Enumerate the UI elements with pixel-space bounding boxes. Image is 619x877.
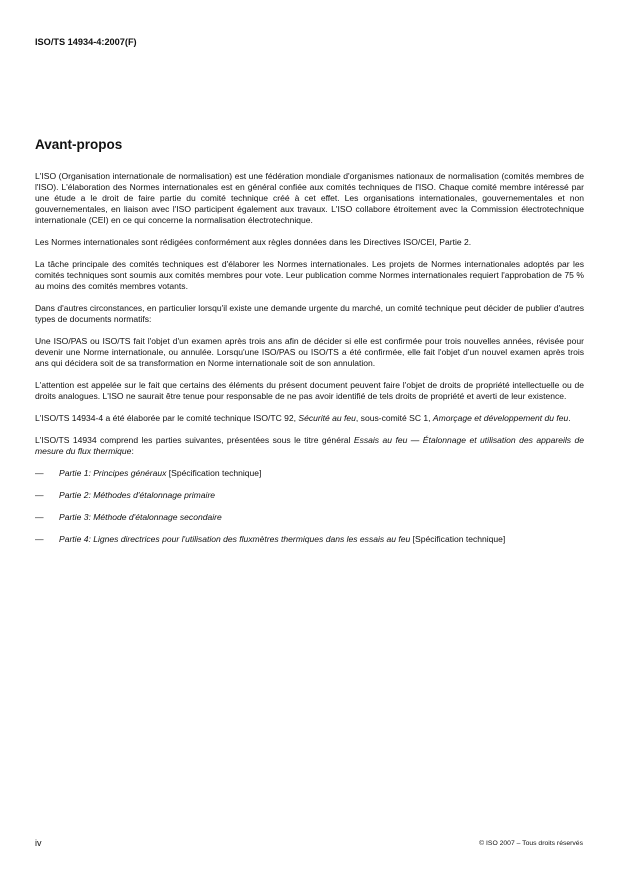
part-suffix: [Spécification technique] [410, 534, 506, 544]
dash: — [35, 468, 44, 478]
paragraph: Une ISO/PAS ou ISO/TS fait l'objet d'un examen après trois ans afin de décider si elle est confirmée pour trois nouvelles années, révisée pour devenir une Norme internationale, ou annulée. Lorsqu'une ISO/PAS ou ISO/TS a été confirmée, elle fait l'objet d'un nouvel examen après trois ans qui décidera soit de sa transformation en Norme internationale soit de son annulation. [35, 336, 584, 368]
foreword-body [35, 171, 584, 556]
general-title: Essais au feu — Étalonnage et utilisation des appareils de mesure du flux thermique [35, 435, 584, 456]
paragraph: Les Normes internationales sont rédigées conformément aux règles données dans les Directives ISO/CEI, Partie 2. [35, 237, 472, 247]
text: . [568, 413, 571, 423]
part-title: Partie 3: Méthode d'étalonnage secondaire [59, 512, 222, 522]
dash: — [35, 490, 44, 500]
list-item [35, 512, 584, 523]
parts-intro-paragraph [35, 435, 584, 457]
paragraph: Dans d'autres circonstances, en particulier lorsqu'il existe une demande urgente du marché, un comité technique peut décider de publier d'autres types de documents normatifs: [35, 303, 584, 324]
text: , sous-comité SC 1, [355, 413, 433, 423]
copyright: © ISO 2007 – Tous droits réservés [479, 840, 583, 847]
dash: — [35, 534, 44, 544]
subcommittee-name: Amorçage et développement du feu [432, 413, 569, 423]
paragraph: L'ISO (Organisation internationale de normalisation) est une fédération mondiale d'organismes nationaux de normalisation (comités membres de l'ISO). L'élaboration des Normes internationales est en général confiée aux comités techniques de l'ISO. Chaque comité membre intéressé par une étude a le droit de faire partie du comité technique créé à cet effet. Les organisations internationales, gouvernementales et non gouvernementales, en liaison avec l'ISO participent également aux travaux. L'ISO collabore étroitement avec la Commission électrotechnique internationale (CEI) en ce qui concerne la normalisation électrotechnique. [35, 171, 584, 225]
part-suffix: [Spécification technique] [166, 468, 262, 478]
list-item [35, 468, 584, 479]
list-item [35, 490, 584, 501]
committee-paragraph [35, 413, 584, 424]
text: L'ISO/TS 14934-4 a été élaborée par le comité technique ISO/TC 92, [35, 413, 299, 423]
committee-name: Sécurité au feu [298, 413, 356, 423]
text: L'ISO/TS 14934 comprend les parties suivantes, présentées sous le titre général [35, 435, 354, 445]
text: : [131, 446, 134, 456]
page-number: iv [35, 838, 42, 848]
list-item [35, 534, 584, 545]
paragraph: L'attention est appelée sur le fait que certains des éléments du présent document peuvent faire l'objet de droits de propriété intellectuelle ou de droits analogues. L'ISO ne saurait être tenue pour responsable de ne pas avoir identifié de tels droits de propriété et averti de leur existence. [35, 380, 584, 401]
part-title: Partie 4: Lignes directrices pour l'utilisation des fluxmètres thermiques dans les essais au feu [59, 534, 411, 544]
part-title: Partie 2: Méthodes d'étalonnage primaire [59, 490, 216, 500]
document-header: ISO/TS 14934-4:2007(F) [35, 37, 137, 47]
part-title: Partie 1: Principes généraux [59, 468, 167, 478]
section-title: Avant-propos [35, 137, 123, 152]
paragraph: La tâche principale des comités techniques est d'élaborer les Normes internationales. Les projets de Normes internationales adoptés par les comités techniques sont soumis aux comités membres pour vote. Leur publication comme Normes internationales requiert l'approbation de 75 % au moins des comités membres votants. [35, 259, 584, 291]
dash: — [35, 512, 44, 522]
